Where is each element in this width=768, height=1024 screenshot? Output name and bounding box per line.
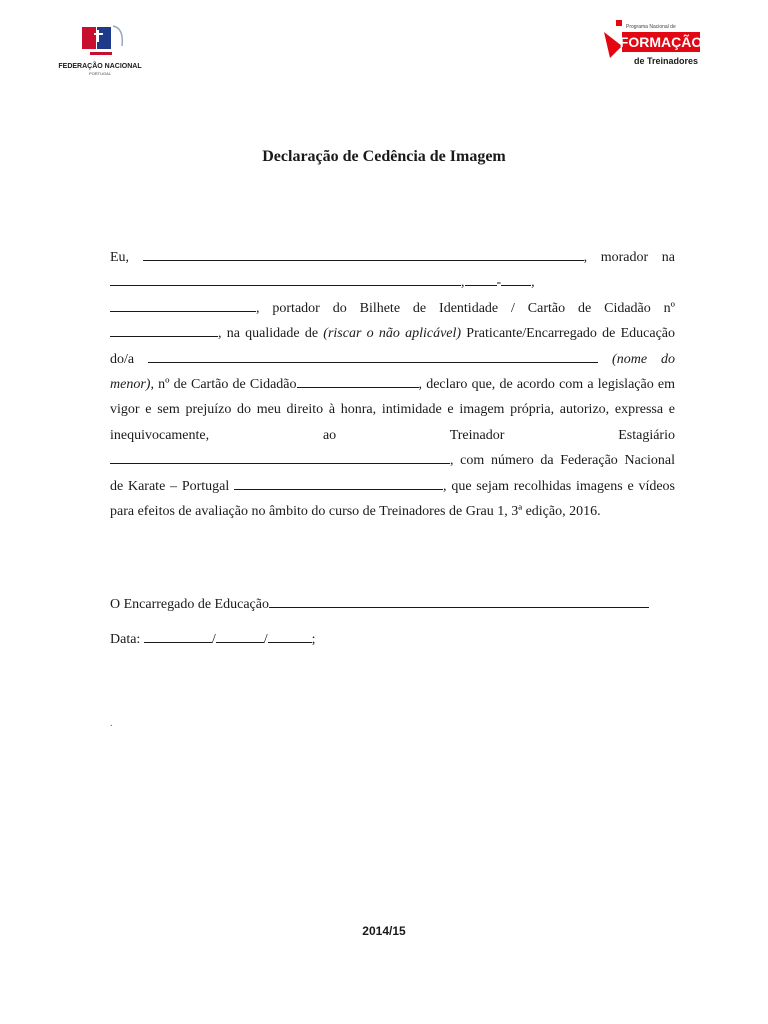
trainee-coach-field[interactable]: [110, 462, 450, 464]
postal-code-field-1[interactable]: [465, 284, 497, 286]
minor-name-field[interactable]: [148, 361, 598, 363]
locality-field[interactable]: [110, 310, 256, 312]
signature-line: [110, 597, 649, 613]
text-declaro: , declaro que, de acordo com a legislação em vigor e sem prejuízo do meu direito à honra, intimidade e imagem própria, autorizo, expressa e inequivocamente, ao Treinador Estagiário: [110, 377, 675, 443]
logo-blue-block: [97, 27, 111, 49]
id-number-field[interactable]: [110, 335, 218, 337]
name-field[interactable]: [143, 259, 584, 261]
address-field[interactable]: [110, 284, 461, 286]
text-riscar: (riscar o não aplicável): [323, 326, 462, 342]
logo-text-line-1: Programa Nacional de: [626, 24, 676, 30]
text-dash: -: [496, 275, 502, 291]
text-eu: Eu,: [110, 250, 143, 265]
stray-dot: .: [110, 718, 113, 729]
date-line: [110, 632, 316, 648]
date-label: Data:: [110, 632, 144, 647]
text-morador: , morador na: [583, 250, 675, 265]
logo-text-line-1: FEDERAÇÃO NACIONAL: [58, 63, 142, 70]
logo-text-line-2: FORMAÇÃO: [619, 34, 702, 50]
declaration-paragraph: [110, 245, 675, 524]
federation-number-field[interactable]: [234, 488, 443, 490]
logo-flag-icon: [616, 20, 622, 26]
postal-code-field-2[interactable]: [501, 284, 531, 286]
date-month-field[interactable]: [216, 641, 264, 643]
date-year-field[interactable]: [268, 641, 312, 643]
federacao-nacional-logo: [58, 22, 142, 84]
citizen-card-field[interactable]: [297, 386, 419, 388]
signature-label: O Encarregado de Educação: [110, 597, 269, 612]
text-recolhidas: , que sejam recolhidas imagens e vídeos para efeitos de avaliação no âmbito do curso de Treinadores de Grau 1, 3ª edição, 2016.: [110, 478, 675, 520]
document-title: Declaração de Cedência de Imagem: [262, 148, 506, 165]
logo-text-line-2: PORTUGAL: [89, 71, 111, 76]
logo-swoosh-icon: [113, 26, 122, 46]
signature-field[interactable]: [269, 606, 649, 608]
text-cartao: , nº de Cartão de Cidadão: [150, 377, 297, 393]
text-portador: , portador do Bilhete de Identidade / Cartão de Cidadão nº: [256, 300, 675, 316]
text-comma-2: ,: [531, 275, 535, 291]
date-sep-2: /: [263, 632, 268, 647]
text-nome-menor: (nome do menor): [110, 351, 675, 393]
text-numero: , com número da Federação Nacional de Karate – Portugal: [110, 453, 675, 494]
text-comma: ,: [461, 275, 465, 291]
date-day-field[interactable]: [144, 641, 212, 643]
logo-red-block: [82, 27, 96, 49]
text-qualidade: , na qualidade de: [218, 326, 324, 342]
logo-text-line-3: de Treinadores: [633, 56, 698, 66]
logo-bar: [90, 52, 112, 55]
date-end: ;: [311, 632, 316, 647]
text-praticante: Praticante/Encarregado de Educação do/a: [110, 326, 675, 367]
footer-year: 2014/15: [362, 924, 406, 938]
date-sep-1: /: [211, 632, 216, 647]
formacao-treinadores-logo: [602, 18, 702, 74]
